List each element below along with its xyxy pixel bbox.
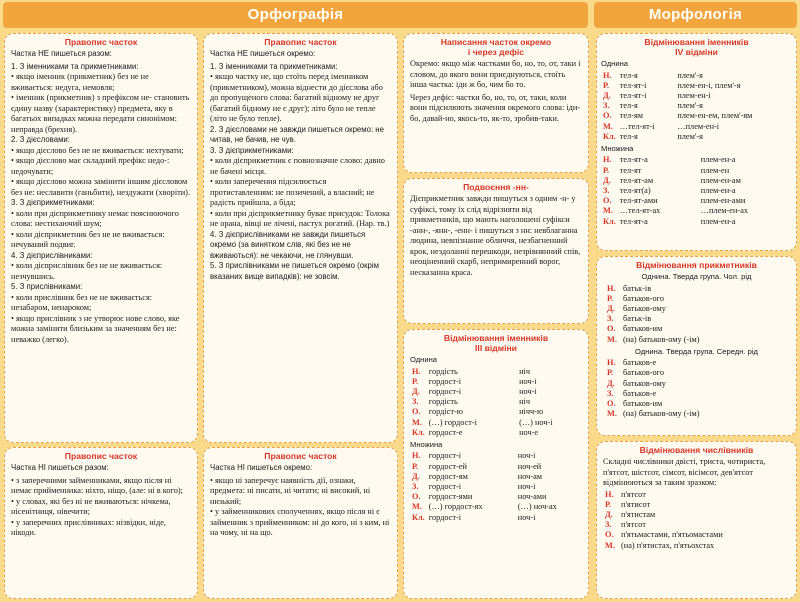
table-row xyxy=(605,368,788,378)
card-declension-3 xyxy=(403,329,589,599)
case-label: О. xyxy=(607,399,616,409)
word-form: батьков-ого xyxy=(623,293,665,303)
case-label: Д. xyxy=(607,303,615,313)
table-row xyxy=(601,71,792,81)
table-row xyxy=(410,482,582,492)
card-adjective-declension xyxy=(596,256,797,436)
case-label: О. xyxy=(603,111,612,121)
word-form: плем'-я xyxy=(677,70,703,80)
card-title: Правопис часток xyxy=(264,37,337,47)
rule-bullet: • з заперечними займенниками, якщо після ні немає прийменника: ніхто, ніщо, (але: ні в кого); xyxy=(11,475,183,495)
card-declension-4 xyxy=(596,33,797,251)
word-form: тел-я xyxy=(619,131,638,141)
word-form: (…) гордост-і xyxy=(428,417,477,427)
case-label: М. xyxy=(607,334,617,344)
table-row xyxy=(605,335,788,345)
word-form: ноч-ей xyxy=(517,461,542,471)
rule-heading: 5. З прислівниками не пишеться окремо (окрім вказаних вище випадків): не зовсім. xyxy=(210,261,379,281)
rule-bullet: • коли при дієприкметнику буває присудок: Толока не орана, вівці не лічені, пастух рогатий. (Нар. тв.) xyxy=(210,208,390,228)
word-form: плем'-я xyxy=(677,101,703,111)
rule-list xyxy=(210,476,391,539)
word-form: (…) гордост-ях xyxy=(428,502,483,512)
rule-bullet: • у заперечних прислівниках: нізвідки, ніде, нікоди. xyxy=(11,517,166,537)
word-form: батьков-им xyxy=(623,399,663,409)
card-intro: Частка НІ пишеться разом: xyxy=(11,463,109,472)
case-label: Кл. xyxy=(412,427,425,437)
table-row xyxy=(410,407,582,417)
word-form: батьков-е xyxy=(623,388,657,398)
rule-bullet: • коли дієприслівник без не не вживається: незчувшись. xyxy=(11,261,163,281)
table-row xyxy=(410,428,582,438)
rule-bullet: • у словах, які без ні не вживаються: нічкема, нісенітниця, нівечити; xyxy=(11,496,171,516)
case-label: Д. xyxy=(607,378,615,388)
word-form: плем-ен-ами xyxy=(700,196,746,206)
card-title: Правопис часток xyxy=(264,451,337,461)
word-form: ноч-і xyxy=(517,482,536,492)
word-form: плем-ен-а xyxy=(700,216,736,226)
word-form: тел-ям xyxy=(619,111,644,121)
card-title xyxy=(406,37,586,57)
case-label: Р. xyxy=(607,368,614,378)
word-form: плем-ен-і xyxy=(677,90,711,100)
case-label: Н. xyxy=(412,366,421,376)
word-form: гордост-ям xyxy=(428,471,468,481)
table-row xyxy=(603,541,790,551)
rule-bullet: • коли при дієприкметнику немає пояснюючого слова: нестихаючий шум; xyxy=(11,208,179,228)
word-form: тел-ят-і xyxy=(619,90,647,100)
rule-heading: 1. З іменниками та прикметниками: xyxy=(11,61,139,71)
case-label: Кл. xyxy=(412,512,425,522)
numeral-table xyxy=(603,490,790,551)
word-form: тел-ят xyxy=(619,165,642,175)
word-form: п'ятисот xyxy=(621,499,651,509)
case-label: Р. xyxy=(603,80,610,90)
word-form: тел-я xyxy=(619,101,638,111)
table-row xyxy=(601,101,792,111)
table-row xyxy=(601,81,792,91)
rule-bullet: • якщо дієслово без не не вживається: нехтувати; xyxy=(11,145,184,155)
card-ne-separate xyxy=(203,33,398,443)
case-label: З. xyxy=(412,397,419,407)
card-title: Подвоєння -нн- xyxy=(463,182,529,192)
case-label: Кл. xyxy=(603,131,616,141)
table-row xyxy=(601,186,792,196)
word-form: (…) ноч-ах xyxy=(517,502,557,512)
word-form: гордост-і xyxy=(428,482,462,492)
word-form: …тел-ят-і xyxy=(619,121,655,131)
adjective-sub-1: Однина. Тверда група. Чол. рід xyxy=(641,272,752,281)
table-row xyxy=(410,462,582,472)
case-label: З. xyxy=(603,101,610,111)
word-form: плем'-я xyxy=(677,131,703,141)
rule-double-n: Дієприкметник завжди пишуться з одним -н- у суфіксі, тому їх слід відрізняти від прикметників, що мають наголошені суфікси -анн-, -янн-, -енн- і пишуться з нн: невблаганна людина, невпізнанне обличчя, незбагненний крок, нездоланні перешкоди, незрівнянний спів, неоціненний скарб, непримиренний ворог, несказанна краса. xyxy=(410,194,581,277)
morphology-banner: Морфологія xyxy=(594,2,797,28)
word-form: плем-ен-ам xyxy=(700,175,741,185)
word-form: батьков-ого xyxy=(623,368,665,378)
rule-heading: 2. З дієсловами не завжди пишеться окремо: не читав, не бачив, не чув. xyxy=(210,124,384,144)
card-title xyxy=(406,333,586,353)
rule-bullet: • якщо частку не, що стоїть перед іменником (прикметником), можна віднести до дієслова або до пропущеного слова: багатий відному не друг (багатий бідному не є друг); літо було не тепле (літо не було тепле). xyxy=(210,72,383,123)
table-row xyxy=(410,492,582,502)
adjective-table-1 xyxy=(605,284,788,345)
table-row xyxy=(605,379,788,389)
word-form: батьков-им xyxy=(623,324,663,334)
card-title-sub: ІІІ відміни xyxy=(475,343,517,353)
card-title: Відмінювання прикметників xyxy=(636,260,757,270)
rule-heading: 3. З дієприкметниками: xyxy=(11,198,95,207)
table-row xyxy=(410,472,582,482)
word-form: гордість xyxy=(428,366,458,376)
table-row xyxy=(601,132,792,142)
word-form: плем-ен-а xyxy=(700,155,736,165)
table-row xyxy=(410,397,582,407)
card-title-sub: IV відміни xyxy=(675,47,718,57)
word-form: тел-ят-а xyxy=(619,155,648,165)
card-title-sub: і через дефіс xyxy=(467,47,525,57)
case-label: З. xyxy=(605,520,612,530)
case-label: Д. xyxy=(603,90,611,100)
table-row xyxy=(601,176,792,186)
table-row xyxy=(410,418,582,428)
case-label: О. xyxy=(412,407,421,417)
card-title-main: Написання часток окремо xyxy=(440,37,552,47)
word-form: гордост-ями xyxy=(428,492,473,502)
table-row xyxy=(601,166,792,176)
word-form: тел-ят-а xyxy=(619,216,648,226)
card-numeral-declension xyxy=(596,441,797,599)
declension-table-plural xyxy=(601,155,792,226)
case-label: Н. xyxy=(607,283,616,293)
table-row xyxy=(601,111,792,121)
declension-table-singular xyxy=(410,367,582,438)
rule-heading: 4. З дієприслівниками: xyxy=(11,250,93,260)
word-form: ноч-ам xyxy=(517,471,543,481)
rule-bullet: • якщо іменник (прикметник) без не не вживається: недуга, немовля; xyxy=(11,72,149,92)
case-label: Р. xyxy=(603,165,610,175)
case-label: О. xyxy=(412,492,421,502)
word-form: ноч-і xyxy=(519,376,537,386)
table-row xyxy=(605,294,788,304)
word-form: плем-ен-ем, плем'-ям xyxy=(677,111,753,121)
card-title: Відмінювання числівників xyxy=(639,445,754,455)
table-row xyxy=(601,155,792,165)
rule-list xyxy=(210,62,391,283)
word-form: батьк-ів xyxy=(623,314,652,324)
word-form: гордість xyxy=(428,397,458,407)
word-form: тел-ят-і xyxy=(619,80,647,90)
plural-label: Множина xyxy=(410,439,443,449)
rule-heading: 2. З дієсловами: xyxy=(11,135,70,144)
case-label: Р. xyxy=(605,499,612,509)
rule-hyphen: Через дефіс: частки бо, но, то, от, таки, коли вони підсилюють значення окремого слова: іди-бо, давай-но, якось-то, як-то, зробив-таки. xyxy=(410,92,581,123)
card-ni-together xyxy=(4,447,198,599)
word-form: батьк-ів xyxy=(623,283,652,293)
table-row xyxy=(605,324,788,334)
table-row xyxy=(601,122,792,132)
word-form: гордост-і xyxy=(428,512,462,522)
case-label: М. xyxy=(605,540,615,550)
table-row xyxy=(605,314,788,324)
rule-bullet: • коли дієприкметник є повнозначне слово: давно не бачені місця. xyxy=(210,156,385,176)
declension-table-plural xyxy=(410,451,582,522)
card-title-main: Відмінювання іменників xyxy=(644,37,749,47)
rule-bullet: • коли заперечення підсилюється протиставленням: не позичений, а власний; не радість прийшла, а біда; xyxy=(210,177,375,207)
case-label: З. xyxy=(607,388,614,398)
case-label: М. xyxy=(412,502,422,512)
word-form: ніч xyxy=(519,366,531,376)
word-form: гордіст-ю xyxy=(428,407,463,417)
rule-heading: 5. З прислівниками: xyxy=(11,282,83,291)
word-form: гордост-і xyxy=(428,451,462,461)
table-row xyxy=(603,500,790,510)
singular-label: Однина xyxy=(601,59,629,68)
word-form: батьков-ому xyxy=(623,303,666,313)
card-title: Правопис часток xyxy=(64,451,138,461)
case-label: О. xyxy=(603,196,612,206)
case-label: Д. xyxy=(603,175,611,185)
word-form: тел-я xyxy=(619,70,638,80)
word-form: п'ятистам xyxy=(621,509,656,519)
case-label: Н. xyxy=(607,358,616,368)
table-row xyxy=(603,510,790,520)
case-label: З. xyxy=(607,314,614,324)
table-row xyxy=(605,304,788,314)
table-row xyxy=(603,490,790,500)
rule-heading: 3. З дієприкметниками: xyxy=(210,145,294,155)
rule-bullet: • якщо прислівник з не утворює нове слово, яке можна замінити близьким за значенням без не: неважко (легко). xyxy=(11,313,180,344)
word-form: п'ятсот xyxy=(621,520,646,530)
card-intro: Частка НЕ пишеться разом: xyxy=(11,49,112,58)
table-row xyxy=(410,451,582,461)
case-label: Р. xyxy=(607,293,614,303)
case-label: Н. xyxy=(605,489,614,499)
word-form: п'ятсот xyxy=(621,489,646,499)
case-label: Д. xyxy=(412,386,420,396)
word-form: …плем-ен-ах xyxy=(700,206,749,216)
table-row xyxy=(605,409,788,419)
table-row xyxy=(603,530,790,540)
table-row xyxy=(603,520,790,530)
rule-bullet: • у займенникових сполученнях, якщо після ні є займенник з прийменником: ні до кого, ні з ким, ні на чому, ні на що. xyxy=(210,507,390,537)
case-label: М. xyxy=(603,206,613,216)
table-row xyxy=(601,206,792,216)
plural-label: Множина xyxy=(601,143,634,153)
word-form: (на) батьков-ому (-ім) xyxy=(623,409,700,419)
table-row xyxy=(410,387,582,397)
case-label: З. xyxy=(412,482,419,492)
table-row xyxy=(410,367,582,377)
card-intro: Частка НЕ пишеться окремо: xyxy=(210,49,316,58)
case-label: Н. xyxy=(603,155,612,165)
case-label: Р. xyxy=(412,376,419,386)
adjective-sub-2: Однина. Тверда група. Середн. рід xyxy=(635,346,758,356)
table-row xyxy=(605,389,788,399)
card-intro: Частка НІ пишеться окремо: xyxy=(210,463,313,472)
table-row xyxy=(605,284,788,294)
case-label: М. xyxy=(412,417,422,427)
rule-bullet: • якщо дієслово можна замінити іншим дієсловом без не: неславити (ганьбити), нездужати (хворіти). xyxy=(11,177,191,197)
card-title: Правопис часток xyxy=(64,37,138,47)
case-label: Н. xyxy=(412,451,421,461)
word-form: ноч-е xyxy=(519,427,539,437)
orthography-banner: Орфографія xyxy=(3,2,588,28)
case-label: З. xyxy=(603,186,610,196)
case-label: Д. xyxy=(605,509,613,519)
word-form: тел-ят-ам xyxy=(619,175,654,185)
case-label: Кл. xyxy=(603,216,616,226)
word-form: тел-ят-ами xyxy=(619,196,658,206)
rule-bullet: • якщо ні заперечує наявність дії, ознаки, предмета: ні писати, ні читати; ні високий, ні низький; xyxy=(210,475,371,506)
case-label: Н. xyxy=(603,70,612,80)
table-row xyxy=(410,513,582,523)
rule-heading: 1. З іменниками та прикметниками: xyxy=(210,61,338,71)
word-form: плем-ен-а xyxy=(700,186,736,196)
word-form: гордост-е xyxy=(428,427,463,437)
word-form: ноч-і xyxy=(517,512,536,522)
word-form: батьков-е xyxy=(623,358,657,368)
table-row xyxy=(605,399,788,409)
word-form: (на) п'ятистах, п'ятьохстах xyxy=(621,540,715,550)
declension-table-singular xyxy=(601,71,792,142)
rule-list xyxy=(11,476,191,539)
rule-bullet: • коли дієприкметник без не не вживається: нечуваний подвиг. xyxy=(11,229,165,249)
case-label: М. xyxy=(603,121,613,131)
rule-bullet: • коли прислівник без не не вживається: незабаром, ненароком; xyxy=(11,292,153,312)
word-form: гордост-і xyxy=(428,386,462,396)
word-form: плем-ен xyxy=(700,165,730,175)
table-row xyxy=(601,217,792,227)
word-form: …тел-ят-ах xyxy=(619,206,661,216)
table-row xyxy=(601,196,792,206)
table-row xyxy=(605,358,788,368)
card-title-main: Відмінювання іменників xyxy=(443,333,549,343)
word-form: …плем-ен-і xyxy=(677,121,720,131)
card-ni-separate xyxy=(203,447,398,599)
rule-bullet: • якщо дієслово має складний префікс недо-: недочувати; xyxy=(11,156,170,176)
card-ne-together xyxy=(4,33,198,443)
word-form: (…) ноч-і xyxy=(519,417,553,427)
card-double-n xyxy=(403,178,589,324)
numeral-rule: Складні числівники двісті, триста, чотириста, п'ятсот, шістсот, сімсот, вісімсот, дев'ятсот відмінюються за таким зразком: xyxy=(603,457,766,487)
rule-list xyxy=(11,62,191,346)
adjective-table-2 xyxy=(605,358,788,419)
card-particles-hyphen xyxy=(403,33,589,173)
table-row xyxy=(410,377,582,387)
case-label: М. xyxy=(607,409,617,419)
word-form: гордост-ей xyxy=(428,461,467,471)
rule-heading: 4. З дієприслівниками не завжди пишеться окремо (за винятком слів, які без не не вживаються): не чекаючи, не глянувши. xyxy=(210,229,366,260)
word-form: ноч-і xyxy=(517,451,536,461)
case-label: О. xyxy=(605,530,614,540)
word-form: нічч-ю xyxy=(519,407,544,417)
table-row xyxy=(601,91,792,101)
word-form: плем-ен-і, плем'-я xyxy=(677,80,741,90)
word-form: (на) батьков-ому (-ім) xyxy=(623,334,700,344)
word-form: п'ятьмастами, п'ятьомастами xyxy=(621,530,723,540)
word-form: ніч xyxy=(519,397,531,407)
card-title xyxy=(599,37,794,57)
word-form: батьков-ому xyxy=(623,378,666,388)
rule-bullet: • іменник (прикметник) з префіксом не- становить єдину назву (характеристику) предмета, яку в багатьох випадках можна передати синонімом: неправда (брехня). xyxy=(11,93,190,134)
rule-separate: Окремо: якщо між частками бо, но, то, от, таки і словом, до якого вони приєднуються, стоїть інша частка: іди ж бо, чим бо то. xyxy=(410,59,581,89)
word-form: тел-ят(а) xyxy=(619,186,651,196)
case-label: Д. xyxy=(412,471,420,481)
singular-label: Однина xyxy=(410,355,438,364)
word-form: гордост-і xyxy=(428,376,462,386)
case-label: О. xyxy=(607,324,616,334)
word-form: ноч-ами xyxy=(517,492,547,502)
table-row xyxy=(410,502,582,512)
case-label: Р. xyxy=(412,461,419,471)
word-form: ноч-і xyxy=(519,386,537,396)
